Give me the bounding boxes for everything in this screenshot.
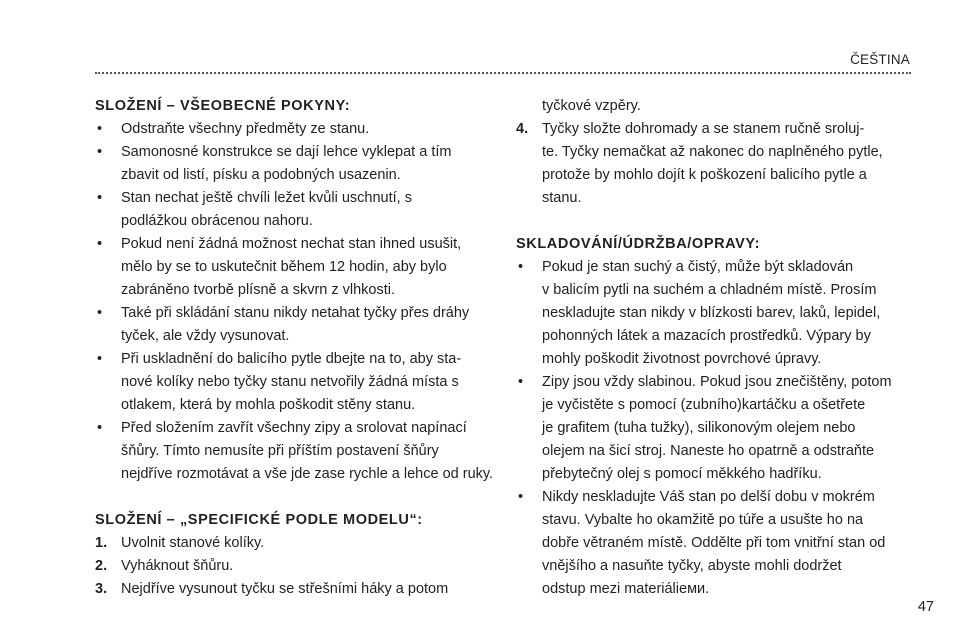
bullet-line: otlakem, která by mohla poškodit stěny stanu. (121, 397, 416, 413)
bullet-line: nové kolíky nebo tyčky stanu netvořily žádná místa s (121, 374, 459, 390)
section-heading-storage: SKLADOVÁNÍ/ÚDRŽBA/OPRAVY: (516, 236, 761, 252)
bullet-line: stavu. Vybalte ho okamžitě po túře a usušte ho na (542, 512, 864, 528)
bullet-line: dobře větraném místě. Oddělte při tom vnitřní stan od (542, 535, 886, 551)
step-4-line: protože by mohlo dojít k poškození balicího pytle a (542, 167, 867, 183)
bullet-item (95, 233, 495, 302)
bullet-line: olejem na šicí stroj. Naneste ho opatrně a odstraňte (542, 443, 875, 459)
left-column (95, 95, 495, 601)
right-column (516, 95, 916, 601)
bullet-item (95, 187, 495, 233)
bullet-item (516, 256, 916, 371)
bullet-item (95, 417, 495, 486)
bullet-line: neskladujte stan nikdy v blízkosti barev, laků, lepidel, (542, 305, 881, 321)
step-4-line: te. Tyčky nemačkat až nakonec do naplněného pytle, (542, 144, 883, 160)
bullet-line: vnějšího a nasuňte tyčky, abyste mohli dodržet (542, 558, 842, 574)
section-heading-model-specific: SLOŽENÍ – „SPECIFICKÉ PODLE MODELU“: (95, 512, 423, 528)
step-4-line: stanu. (542, 190, 582, 206)
step-4 (516, 118, 916, 210)
bullet-line: mělo by se to uskutečnit během 12 hodin, aby bylo (121, 259, 447, 275)
bullet-line: • Pokud je stan suchý a čistý, může být skladován (542, 259, 854, 275)
dotted-divider (95, 72, 911, 74)
general-instructions-list (95, 118, 495, 486)
step-4-line: Tyčky složte dohromady a se stanem ručně sroluj- (542, 121, 865, 137)
bullet-item (95, 302, 495, 348)
bullet-line: • Samonosné konstrukce se dají lehce vyklepat a tím (121, 144, 452, 160)
bullet-line: • Zipy jsou vždy slabinou. Pokud jsou znečištěny, potom (542, 374, 892, 390)
step-text: Nejdříve vysunout tyčku se střešními háky a potom (121, 581, 449, 597)
numbered-step (95, 532, 495, 555)
bullet-line: je grafitem (tuha tužky), silikonovým olejem nebo (542, 420, 856, 436)
step-number: 3. (95, 581, 108, 597)
bullet-line: • Odstraňte všechny předměty ze stanu. (121, 121, 370, 137)
step-text: Uvolnit stanové kolíky. (121, 535, 265, 551)
bullet-line: šňůry. Tímto nemusíte při příštím postavení šňůry (121, 443, 439, 459)
bullet-line: přebytečný olej s pomocí měkkého hadříku. (542, 466, 822, 482)
step-number: 2. (95, 558, 108, 574)
step-4-list (516, 118, 916, 210)
bullet-line: mohly poškodit životnost povrchové úpravy. (542, 351, 822, 367)
numbered-step (95, 555, 495, 578)
bullet-line: • Také při skládání stanu nikdy netahat tyčky přes dráhy (121, 305, 470, 321)
bullet-line: • Před složením zavřít všechny zipy a srolovat napínací (121, 420, 467, 436)
model-specific-steps-list (95, 532, 495, 601)
bullet-line: • Pokud není žádná možnost nechat stan ihned usušit, (121, 236, 462, 252)
bullet-line: tyček, ale vždy vysunovat. (121, 328, 290, 344)
bullet-line: nejdříve rozmotávat a vše jde zase rychle a lehce od ruky. (121, 466, 494, 482)
step-text: Vyháknout šňůru. (121, 558, 234, 574)
bullet-line: v balicím pytli na suchém a chladném místě. Prosím (542, 282, 877, 298)
step-3-continuation: tyčkové vzpěry. (542, 98, 641, 114)
language-label: ČEŠTINA (850, 52, 910, 67)
bullet-line: je vyčistěte s pomocí (zubního)kartáčku a ošetřete (542, 397, 866, 413)
bullet-line: • Při uskladnění do balicího pytle dbejte na to, aby sta- (121, 351, 462, 367)
step-number: 4. (516, 121, 529, 137)
bullet-item (95, 348, 495, 417)
bullet-line: pohonných látek a mazacích prostředků. Výpary by (542, 328, 871, 344)
bullet-line: podlážkou obrácenou nahoru. (121, 213, 313, 229)
step-number: 1. (95, 535, 108, 551)
bullet-line: • Stan nechat ještě chvíli ležet kvůli uschnutí, s (121, 190, 412, 206)
page-number: 47 (917, 599, 934, 615)
section-heading-general: SLOŽENÍ – VŠEOBECNÉ POKYNY: (95, 98, 351, 114)
bullet-line: • Nikdy neskladujte Váš stan po delší dobu v mokrém (542, 489, 875, 505)
bullet-item (95, 118, 495, 141)
bullet-line: zabráněno tvorbě plísně a skvrn z vlhkosti. (121, 282, 396, 298)
storage-maintenance-list (516, 256, 916, 601)
bullet-item (516, 486, 916, 601)
numbered-step (95, 578, 495, 601)
bullet-item (95, 141, 495, 187)
bullet-item (516, 371, 916, 486)
bullet-line: zbavit od listí, písku a podobných usazenin. (121, 167, 401, 183)
bullet-line: odstup mezi materiálieми. (542, 581, 710, 597)
